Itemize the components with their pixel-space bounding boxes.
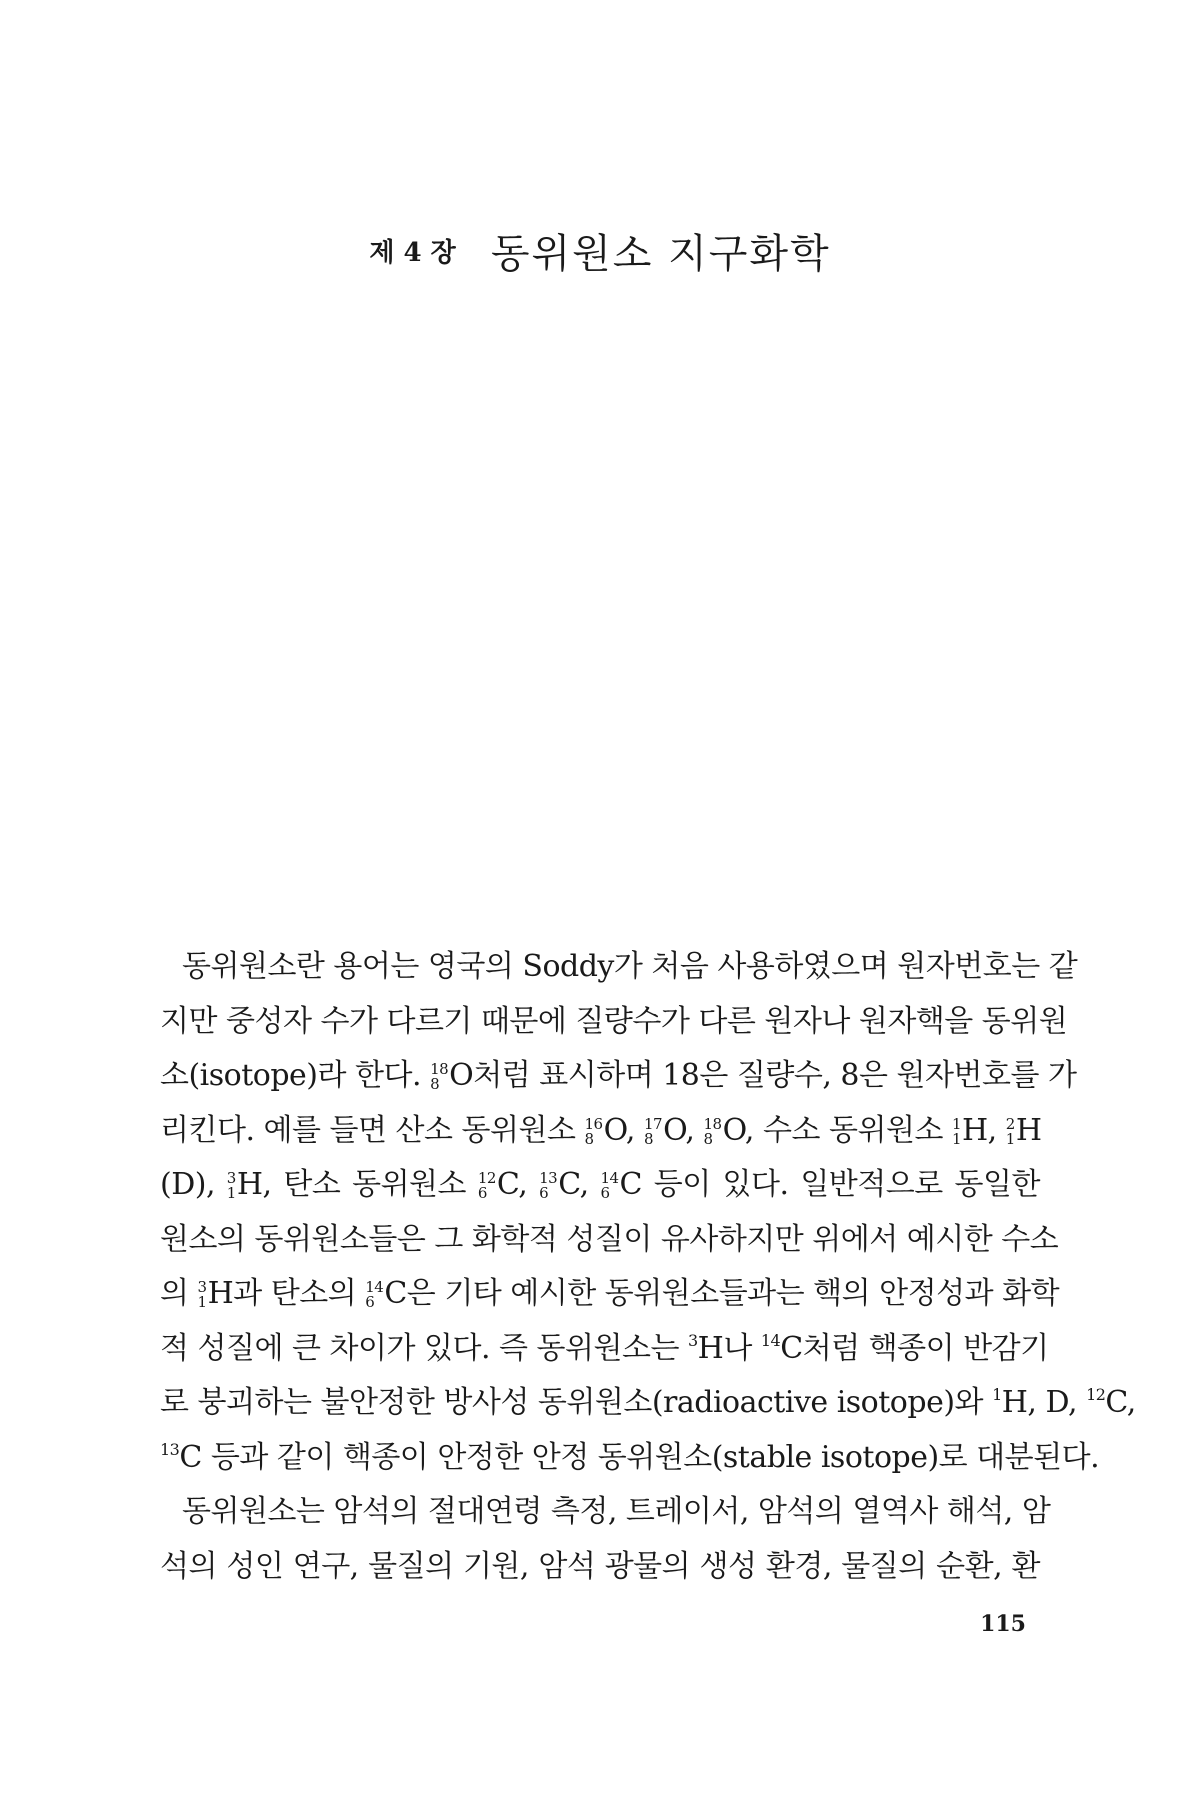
text-run: 석의 성인 연구, 물질의 기원, 암석 광물의 생성 환경, 물질의 순환, 환 — [160, 1548, 1040, 1584]
text-run: C, — [1105, 1385, 1136, 1420]
text-run: H, D, — [1001, 1385, 1078, 1420]
page-number: 115 — [980, 1611, 1026, 1637]
text-run: 동위원소는 암석의 절대연령 측정, 트레이서, 암석의 열역사 해석, 암 — [182, 1494, 1051, 1529]
text-run: O처럼 표시하며 18은 질량수, 8은 원자번호를 가 — [449, 1058, 1077, 1093]
body-text — [160, 940, 1136, 1594]
nuclide-notation — [430, 1062, 448, 1092]
atomic-number: 1 — [226, 1184, 236, 1202]
text-run: H, — [962, 1112, 997, 1148]
nuclide-notation — [227, 1171, 236, 1201]
text-line — [160, 1322, 1049, 1377]
text-run: 로 붕괴하는 불안정한 방사성 동위원소(radioactive isotope)와 — [160, 1385, 984, 1420]
mass-number: 16 — [584, 1114, 603, 1133]
mass-number: 14 — [365, 1278, 384, 1296]
atomic-number: 8 — [584, 1129, 594, 1148]
text-run: O, 수소 동위원소 — [722, 1112, 943, 1148]
chapter-label: 제 4 장 — [369, 238, 456, 268]
mass-number: 2 — [1005, 1114, 1015, 1133]
text-line — [160, 1158, 1040, 1213]
text-run: 지만 중성자 수가 다르기 때문에 질량수가 다른 원자나 원자핵을 동위원 — [160, 1003, 1068, 1039]
text-run: C, — [496, 1167, 528, 1202]
text-run: 적 성질에 큰 차이가 있다. 즉 동위원소는 — [160, 1330, 679, 1366]
text-line — [160, 1540, 1040, 1595]
nuclide-notation — [198, 1280, 207, 1310]
text-run: C처럼 핵종이 반감기 — [780, 1330, 1049, 1366]
text-run: 동위원소란 용어는 영국의 Soddy가 처음 사용하였으며 원자번호는 같 — [182, 949, 1078, 984]
text-run: C은 기타 예시한 동위원소들과는 핵의 안정성과 화학 — [384, 1276, 1060, 1311]
text-run: H, 탄소 동위원소 — [236, 1167, 467, 1202]
text-line — [160, 940, 1078, 995]
text-line — [160, 1485, 1051, 1540]
mass-number: 3 — [226, 1169, 236, 1187]
mass-number: 18 — [703, 1114, 722, 1133]
text-run: O, — [663, 1112, 695, 1148]
mass-number: 18 — [430, 1060, 449, 1078]
superscript: 1 — [992, 1385, 1002, 1404]
text-line — [160, 1213, 1059, 1268]
atomic-number: 6 — [539, 1184, 549, 1202]
text-line — [160, 1431, 1100, 1486]
nuclide-notation — [600, 1171, 618, 1201]
superscript: 13 — [160, 1439, 180, 1459]
text-run: C 등이 있다. 일반적으로 동일한 — [619, 1167, 1040, 1202]
mass-number: 14 — [600, 1169, 619, 1187]
text-run: H과 탄소의 — [207, 1276, 357, 1311]
text-run: C, — [558, 1167, 589, 1202]
nuclide-notation — [365, 1280, 383, 1310]
mass-number: 13 — [539, 1169, 558, 1187]
text-line — [160, 1267, 1060, 1322]
atomic-number: 8 — [703, 1129, 713, 1148]
chapter-heading — [0, 222, 1200, 279]
mass-number: 12 — [477, 1169, 496, 1187]
atomic-number: 8 — [643, 1129, 654, 1148]
text-run: H — [1015, 1112, 1042, 1148]
text-line — [160, 1049, 1077, 1104]
atomic-number: 1 — [197, 1293, 207, 1311]
chapter-title: 동위원소 지구화학 — [490, 231, 831, 277]
atomic-number: 6 — [477, 1184, 487, 1202]
mass-number: 17 — [643, 1114, 663, 1133]
mass-number: 3 — [197, 1278, 207, 1296]
text-run: 의 — [160, 1276, 189, 1311]
mass-number: 1 — [951, 1114, 962, 1133]
text-run: O, — [603, 1112, 635, 1148]
atomic-number: 1 — [1005, 1129, 1015, 1148]
text-run: H나 — [697, 1330, 752, 1366]
nuclide-notation — [1005, 1114, 1015, 1148]
superscript: 14 — [760, 1330, 781, 1350]
superscript: 12 — [1086, 1385, 1106, 1404]
text-run: C 등과 같이 핵종이 안정한 안정 동위원소(stable isotope)로 대분된다. — [179, 1439, 1100, 1475]
atomic-number: 6 — [365, 1293, 375, 1311]
text-run: (D), — [160, 1167, 215, 1202]
nuclide-notation — [584, 1114, 603, 1148]
atomic-number: 8 — [430, 1075, 440, 1093]
nuclide-notation — [703, 1114, 722, 1148]
atomic-number: 1 — [951, 1129, 962, 1148]
text-run: 리킨다. 예를 들면 산소 동위원소 — [160, 1112, 576, 1148]
text-line — [160, 1104, 1040, 1159]
nuclide-notation — [951, 1114, 962, 1148]
atomic-number: 6 — [600, 1184, 610, 1202]
nuclide-notation — [539, 1171, 557, 1201]
superscript: 3 — [687, 1330, 698, 1350]
nuclide-notation — [478, 1171, 496, 1201]
nuclide-notation — [643, 1114, 663, 1148]
text-line — [160, 1376, 1136, 1431]
text-run: 원소의 동위원소들은 그 화학적 성질이 유사하지만 위에서 예시한 수소 — [160, 1221, 1059, 1257]
text-line — [160, 995, 1068, 1050]
text-run: 소(isotope)라 한다. — [160, 1058, 422, 1093]
